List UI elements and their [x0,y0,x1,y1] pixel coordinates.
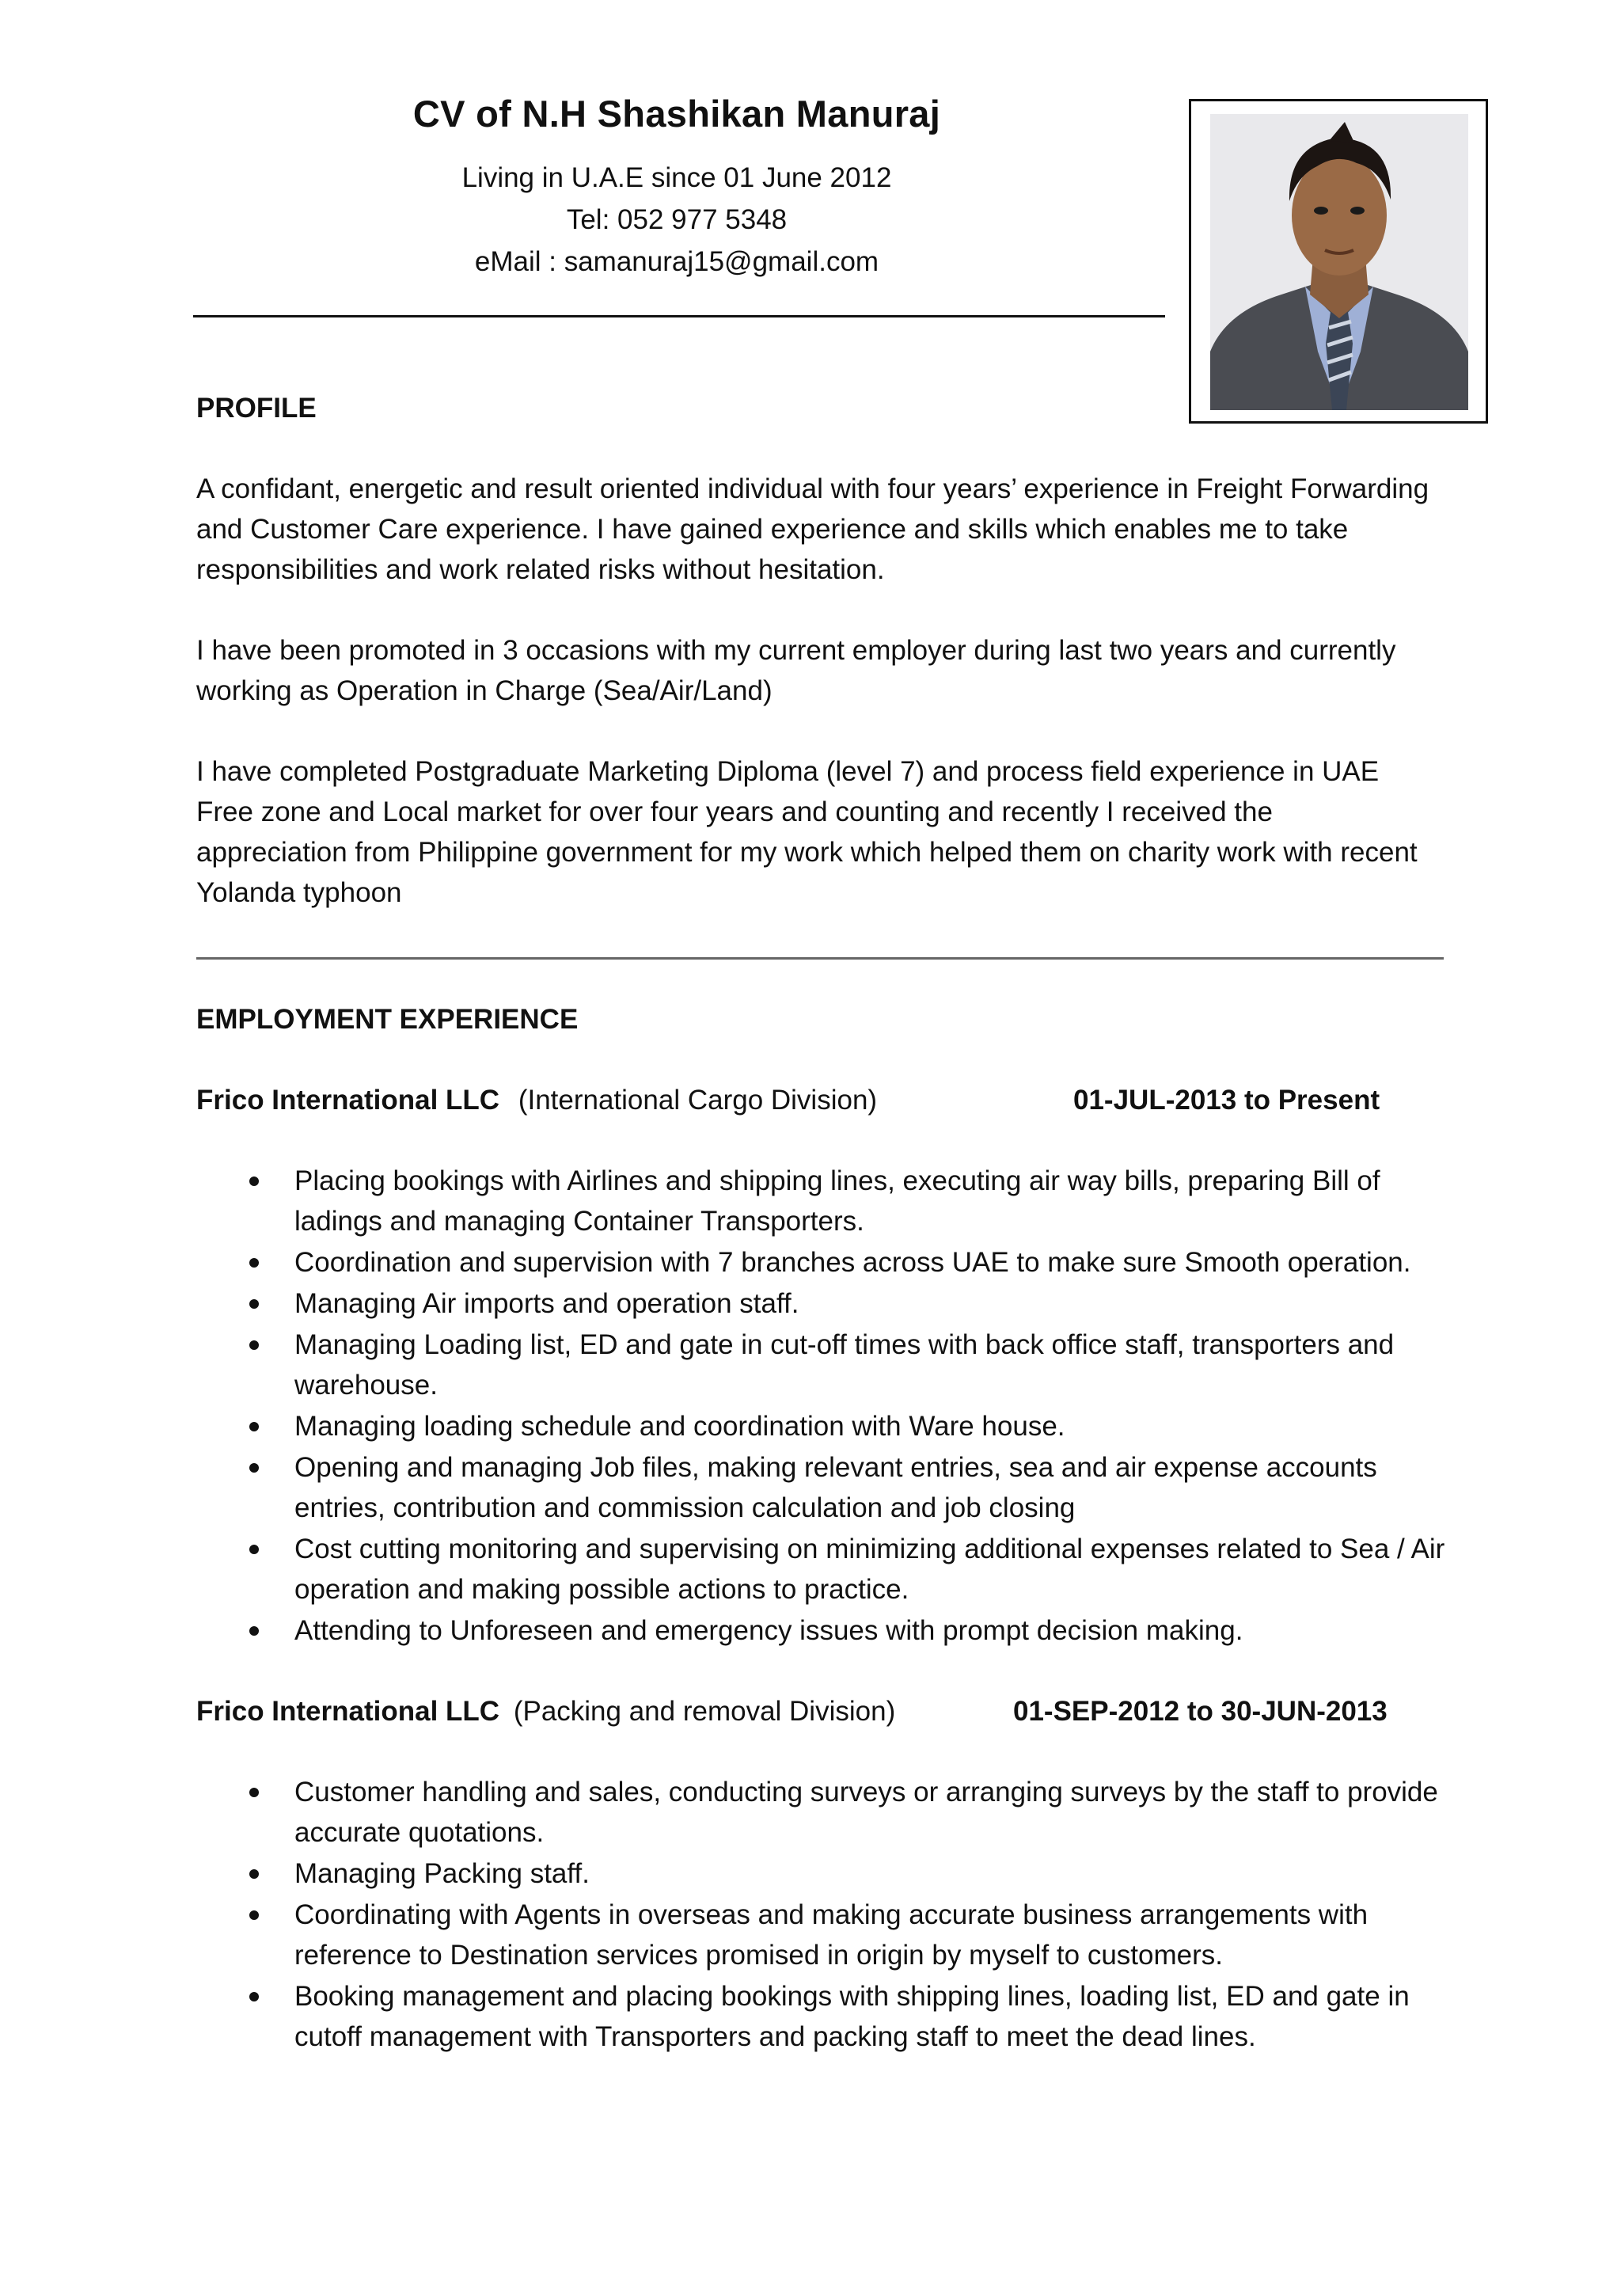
list-item [196,1610,1447,1651]
job-header-1 [196,1080,1447,1120]
bullet-icon [249,1910,259,1920]
duty-text: Booking management and placing bookings with shipping lines, loading list, ED and gate in cutoff management with Transporters and packing staff to meet the dead lines. [294,1981,1410,2052]
header-divider [193,315,1165,317]
cv-header [190,93,1164,283]
duty-text: Managing loading schedule and coordination with Ware house. [294,1411,1065,1442]
employment-heading: EMPLOYMENT EXPERIENCE [196,1004,579,1035]
duty-text: Managing Air imports and operation staff. [294,1288,799,1319]
profile-photo [1189,99,1488,424]
list-item [196,1895,1447,1975]
bullet-icon [249,1177,259,1186]
duty-text: Managing Loading list, ED and gate in cut-off times with back office staff, transporters and warehouse. [294,1329,1395,1401]
bullet-icon [249,1626,259,1636]
list-item [196,1772,1447,1853]
list-item [196,1242,1447,1283]
list-item [196,1447,1447,1528]
bullet-icon [249,1545,259,1554]
bullet-icon [249,1340,259,1350]
living-in-text: Living in U.A.E since 01 June 2012 [461,162,892,193]
bullet-icon [249,1299,259,1309]
duty-text: Cost cutting monitoring and supervising on minimizing additional expenses related to Sea / Air operation and making possible actions to practice. [294,1534,1445,1605]
duty-text: Coordination and supervision with 7 branches across UAE to make sure Smooth operation. [294,1247,1411,1278]
list-item [196,1406,1447,1446]
list-item [196,1853,1447,1894]
duty-text: Coordinating with Agents in overseas and making accurate business arrangements with reference to Destination services promised in origin by myself to customers. [294,1899,1369,1971]
email-text: eMail : samanuraj15@gmail.com [474,245,879,277]
duty-text: Attending to Unforeseen and emergency issues with prompt decision making. [294,1615,1243,1646]
telephone-text: Tel: 052 977 5348 [566,203,788,235]
job-division: (Packing and removal Division) [513,1696,896,1727]
job-company: Frico International LLC [196,1696,500,1727]
profile-paragraph-3: I have completed Postgraduate Marketing Diploma (level 7) and process field experience in UAE Free zone and Local market for over four years and counting and recently I received the appreciation from Philippine government for my work which helped them on charity work with recent Yolanda typhoon [196,756,1418,908]
duty-text: Opening and managing Job files, making relevant entries, sea and air expense accounts entries, contribution and commission calculation and job closing [294,1452,1377,1523]
cv-body [196,388,1447,2058]
duty-text: Customer handling and sales, conducting surveys or arranging surveys by the staff to provide accurate quotations. [294,1777,1438,1848]
list-item [196,1161,1447,1241]
job-header-2 [196,1691,1447,1732]
job-duties-2 [196,1772,1447,2057]
list-item [196,1283,1447,1324]
job-dates: 01-JUL-2013 to Present [1073,1085,1380,1116]
bullet-icon [249,1258,259,1268]
job-company: Frico International LLC [196,1085,500,1116]
profile-paragraph-2: I have been promoted in 3 occasions with my current employer during last two years and currently working as Operation in Charge (Sea/Air/Land) [196,635,1396,706]
bullet-icon [249,1463,259,1473]
list-item [196,1325,1447,1405]
list-item [196,1529,1447,1610]
bullet-icon [249,1788,259,1797]
job-duties-1 [196,1161,1447,1651]
person-portrait-icon [1210,114,1468,410]
list-item [196,1976,1447,2057]
profile-paragraph-1: A confidant, energetic and result oriented individual with four years’ experience in Freight Forwarding and Customer Care experience. I have gained experience and skills which enables me to take responsibilities and work related risks without hesitation. [196,473,1429,585]
job-division: (International Cargo Division) [518,1085,878,1116]
job-dates: 01-SEP-2012 to 30-JUN-2013 [1013,1696,1388,1727]
duty-text: Placing bookings with Airlines and shipping lines, executing air way bills, preparing Bill of ladings and managing Container Transporters. [294,1165,1380,1237]
duty-text: Managing Packing staff. [294,1858,590,1889]
bullet-icon [249,1869,259,1879]
bullet-icon [249,1992,259,2001]
bullet-icon [249,1422,259,1431]
cv-title: CV of N.H Shashikan Manuraj [412,93,941,135]
profile-heading: PROFILE [196,393,317,424]
